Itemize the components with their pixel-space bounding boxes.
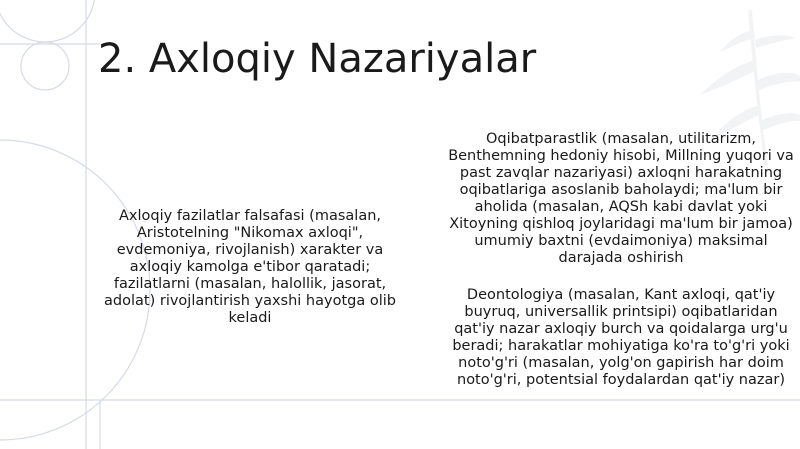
deontology-text: Deontologiya (masalan, Kant axloqi, qat'iy buyruq, universallik printsipi) oqibatlaridan qat'iy nazar axloqiy burch va qoidalarga urg'u beradi; harakatlar mohiyatiga ko'ra to'g'ri yoki noto'g'ri (masalan, yolg'on gapirish har doim noto'g'ri, potentsial foydalardan qat'iy nazar) [452,287,790,388]
deco-circle-large [0,0,95,42]
virtue-ethics-text: Axloqiy fazilatlar falsafasi (masalan, Aristotelning "Nikomax axloqi", evdemoniya, rivojlanish) xarakter va axloqiy kamolga e'tibor qaratadi; fazilatlarni (masalan, halollik, jasorat, adolat) rivojlantirish yaxshi hayotga olib keladi [104,208,396,326]
page-title: 2. Axloqiy Nazariyalar [98,35,537,82]
consequentialism-text: Oqibatparastlik (masalan, utilitarizm, Benthemning hedoniy hisobi, Millning yuqori va past zavqlar nazariyasi) axloqni harakatning oqibatlariga asoslanib baholaydi; ma'lum bir aholida (masalan, AQSh kabi davlat yoki Xitoyning qishloq joylaridagi ma'lum bir jamoa) umumiy baxtni (evdaimoniya) maksimal darajada oshirish [448,131,794,266]
deco-circle-small [21,42,69,90]
